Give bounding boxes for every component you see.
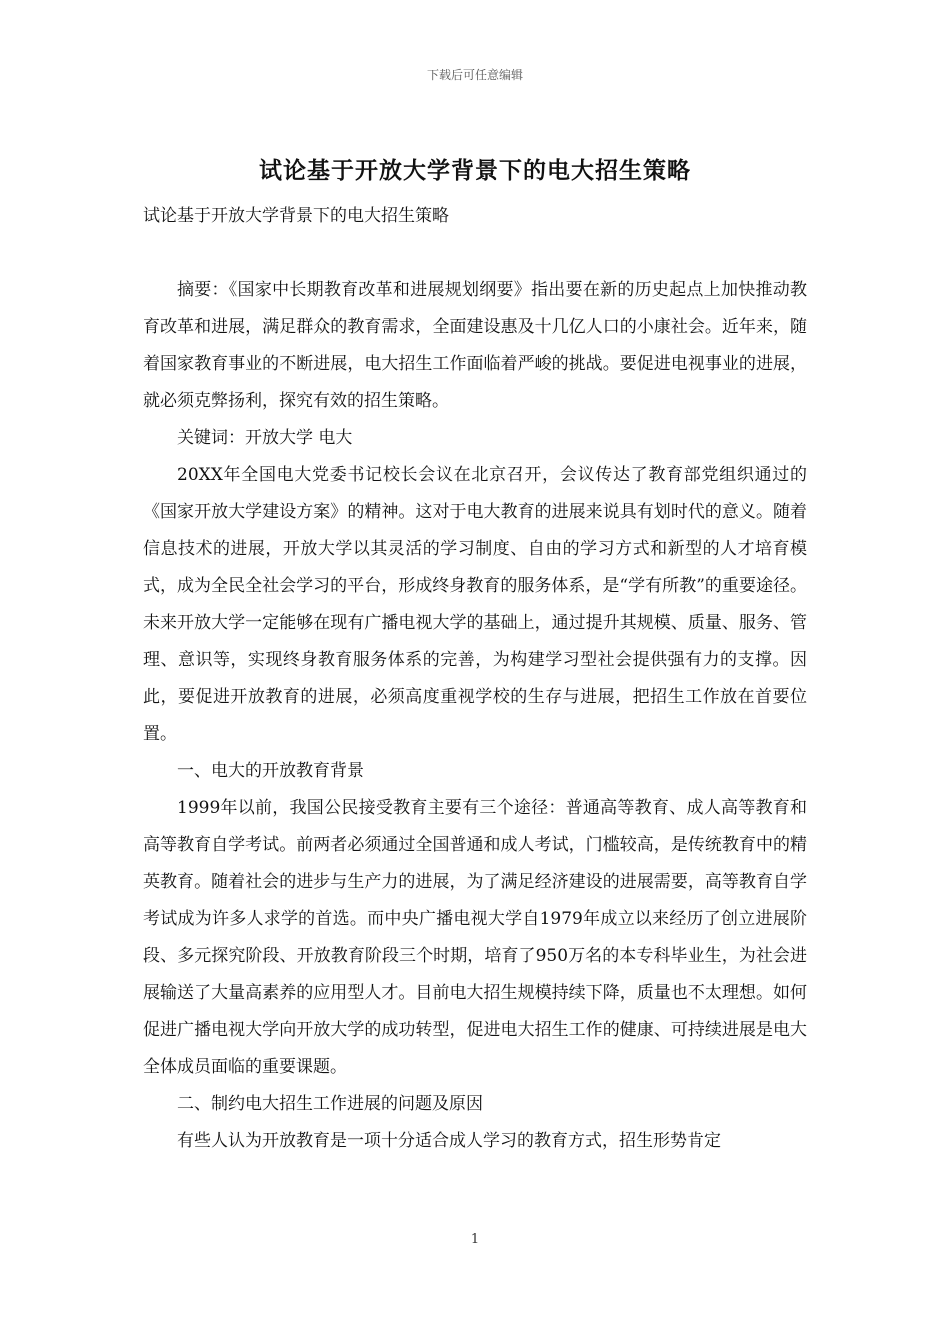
section-heading-2: 二、制约电大招生工作进展的问题及原因 [177, 1094, 483, 1114]
header-note: 下载后可任意编辑 [426, 68, 523, 82]
section-heading-1: 一、电大的开放教育背景 [177, 761, 364, 781]
keywords-line: 关键词：开放大学 电大 [177, 428, 353, 448]
section-2-paragraph: 有些人认为开放教育是一项十分适合成人学习的教育方式，招生形势肯定 [177, 1131, 721, 1151]
abstract-paragraph: 摘要：《国家中长期教育改革和进展规划纲要》指出要在新的历史起点上加快推动教育改革和进展，满足群众的教育需求，全面建设惠及十几亿人口的小康社会。近年来，随着国家教育事业的不断进展，电大招生工作面临着严峻的挑战。要促进电视事业的进展，就必须克弊扬利，探究有效的招生策略。 [143, 280, 807, 411]
document-body [143, 198, 807, 1160]
document-subtitle: 试论基于开放大学背景下的电大招生策略 [143, 206, 449, 226]
page-number: 1 [470, 1232, 480, 1247]
page-title: 试论基于开放大学背景下的电大招生策略 [259, 157, 691, 184]
intro-paragraph: 20XX年全国电大党委书记校长会议在北京召开，会议传达了教育部党组织通过的《国家开放大学建设方案》的精神。这对于电大教育的进展来说具有划时代的意义。随着信息技术的进展，开放大学以其灵活的学习制度、自由的学习方式和新型的人才培育模式，成为全民全社会学习的平台，形成终身教育的服务体系，是“学有所教”的重要途径。未来开放大学一定能够在现有广播电视大学的基础上，通过提升其规模、质量、服务、管理、意识等，实现终身教育服务体系的完善，为构建学习型社会提供强有力的支撑。因此，要促进开放教育的进展，必须高度重视学校的生存与进展，把招生工作放在首要位置。 [143, 465, 807, 744]
section-1-paragraph: 1999年以前，我国公民接受教育主要有三个途径：普通高等教育、成人高等教育和高等教育自学考试。前两者必须通过全国普通和成人考试，门槛较高，是传统教育中的精英教育。随着社会的进步与生产力的进展，为了满足经济建设的进展需要，高等教育自学考试成为许多人求学的首选。而中央广播电视大学自1979年成立以来经历了创立进展阶段、多元探究阶段、开放教育阶段三个时期，培育了950万名的本专科毕业生，为社会进展输送了大量高素养的应用型人才。目前电大招生规模持续下降，质量也不太理想。如何促进广播电视大学向开放大学的成功转型，促进电大招生工作的健康、可持续进展是电大全体成员面临的重要课题。 [143, 798, 807, 1077]
